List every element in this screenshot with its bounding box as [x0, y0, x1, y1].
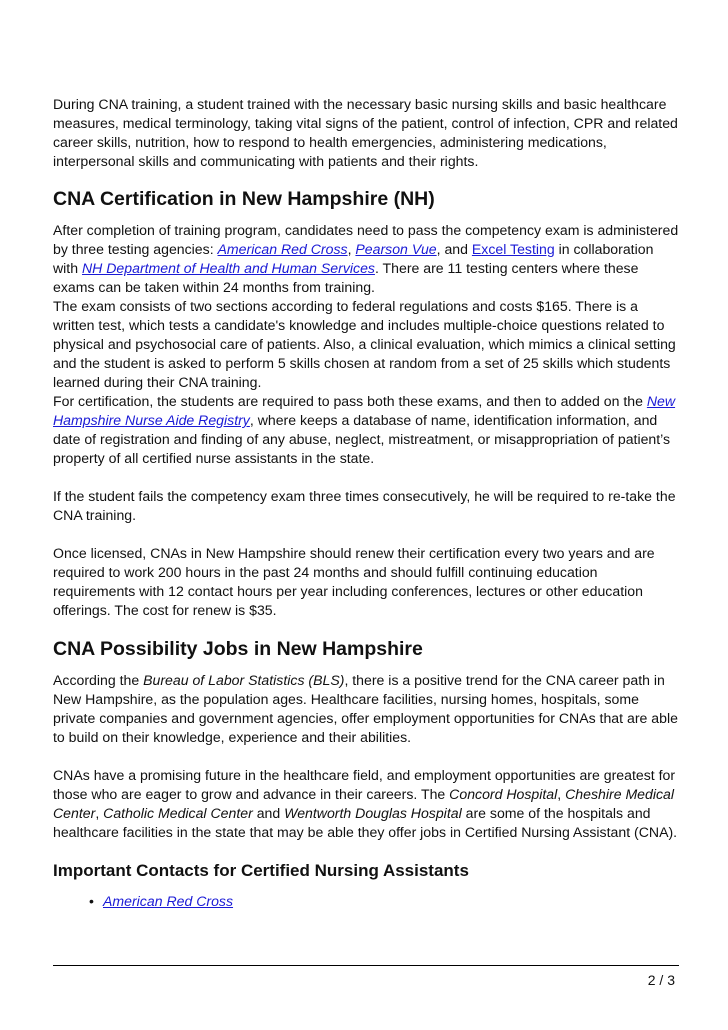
certification-paragraph-2: The exam consists of two sections according to federal regulations and costs $165. There is a written test, which tests a candidate's knowledge and includes multiple-choice questions related to physical and psychosocial care of patients. Also, a clinical evaluation, which mimics a clinical setting and the student is asked to perform 5 skills chosen at random from a set of 25 skills which students learned during their CNA training. — [53, 298, 676, 390]
hospital-name: Wentworth Douglas Hospital — [284, 805, 462, 821]
text-segment: , — [95, 805, 104, 821]
link-excel-testing[interactable]: Excel Testing — [471, 241, 555, 257]
text-segment: , where keeps a database of name, identification information, and date of registration and finding of any abuse, neglect, mistreatment, or misappropriation of patient’s property of all certified nurse assistants in the state. — [53, 412, 671, 466]
heading-jobs: CNA Possibility Jobs in New Hampshire — [53, 638, 423, 660]
certification-paragraph-4: If the student fails the competency exam three times consecutively, he will be required to re-take the CNA training. — [53, 488, 676, 523]
text-segment: , — [347, 241, 356, 257]
text-segment: CNAs have a promising future in the healthcare field, and employment opportunities are greatest for those who are eager to grow and advance in their careers. The — [53, 767, 676, 802]
text-segment: For certification, the students are required to pass both these exams, and then to added on the — [53, 393, 647, 409]
heading-contacts: Important Contacts for Certified Nursing Assistants — [53, 861, 469, 880]
hospital-name: Cheshire Medical Center — [53, 786, 675, 821]
link-nh-dhhs[interactable]: NH Department of Health and Human Services — [81, 260, 375, 276]
contacts-list — [53, 892, 679, 911]
jobs-paragraph-2 — [53, 766, 679, 842]
text-segment: in collaboration with — [53, 241, 654, 276]
hospital-name: Catholic Medical Center — [103, 805, 253, 821]
heading-certification: CNA Certification in New Hampshire (NH) — [53, 188, 435, 210]
certification-paragraph-5: Once licensed, CNAs in New Hampshire should renew their certification every two years and are required to work 200 hours in the past 24 months and should fulfill continuing education requirements with 12 contact hours per year including conferences, lectures or other education offerings. The cost for renew is $35. — [53, 545, 655, 618]
list-item — [89, 892, 679, 911]
text-segment: and — [252, 805, 285, 821]
text-segment: According the — [53, 672, 144, 688]
jobs-paragraph-1 — [53, 671, 679, 747]
text-segment: , there is a positive trend for the CNA career path in New Hampshire, as the population ages. Healthcare facilities, nursing homes, hospitals, some private companies and government agencies, offer employment opportunities for CNAs that are able to build on their knowledge, experience and their abilities. — [53, 672, 678, 745]
hospital-name: Concord Hospital — [449, 786, 558, 802]
page-number: 2 / 3 — [647, 972, 675, 988]
text-segment: , — [557, 786, 566, 802]
intro-paragraph: During CNA training, a student trained with the necessary basic nursing skills and basic healthcare measures, medical terminology, taking vital signs of the patient, control of infection, CPR and related career skills, nutrition, how to respond to health emergencies, administering medications, interpersonal skills and communicating with patients and their rights. — [53, 96, 678, 169]
document-body — [53, 95, 679, 911]
bullet-icon: • — [89, 893, 94, 909]
contact-link-american-red-cross[interactable]: American Red Cross — [103, 893, 234, 909]
certification-paragraph-1 — [53, 221, 679, 297]
text-segment: . There are 11 testing centers where these exams can be taken within 24 months from training. — [53, 260, 639, 295]
certification-paragraph-3 — [53, 392, 679, 468]
text-segment: After completion of training program, candidates need to pass the competency exam is administered by three testing agencies: — [53, 222, 679, 257]
link-american-red-cross[interactable]: American Red Cross — [217, 241, 348, 257]
link-nurse-aide-registry[interactable]: New Hampshire Nurse Aide Registry — [53, 393, 676, 428]
bls-reference: Bureau of Labor Statistics (BLS) — [143, 672, 345, 688]
link-pearson-vue[interactable]: Pearson Vue — [355, 241, 437, 257]
text-segment: , and — [436, 241, 472, 257]
footer-divider — [53, 965, 679, 966]
text-segment: are some of the hospitals and healthcare facilities in the state that may be able they offer jobs in Certified Nursing Assistant (CNA). — [53, 805, 678, 840]
